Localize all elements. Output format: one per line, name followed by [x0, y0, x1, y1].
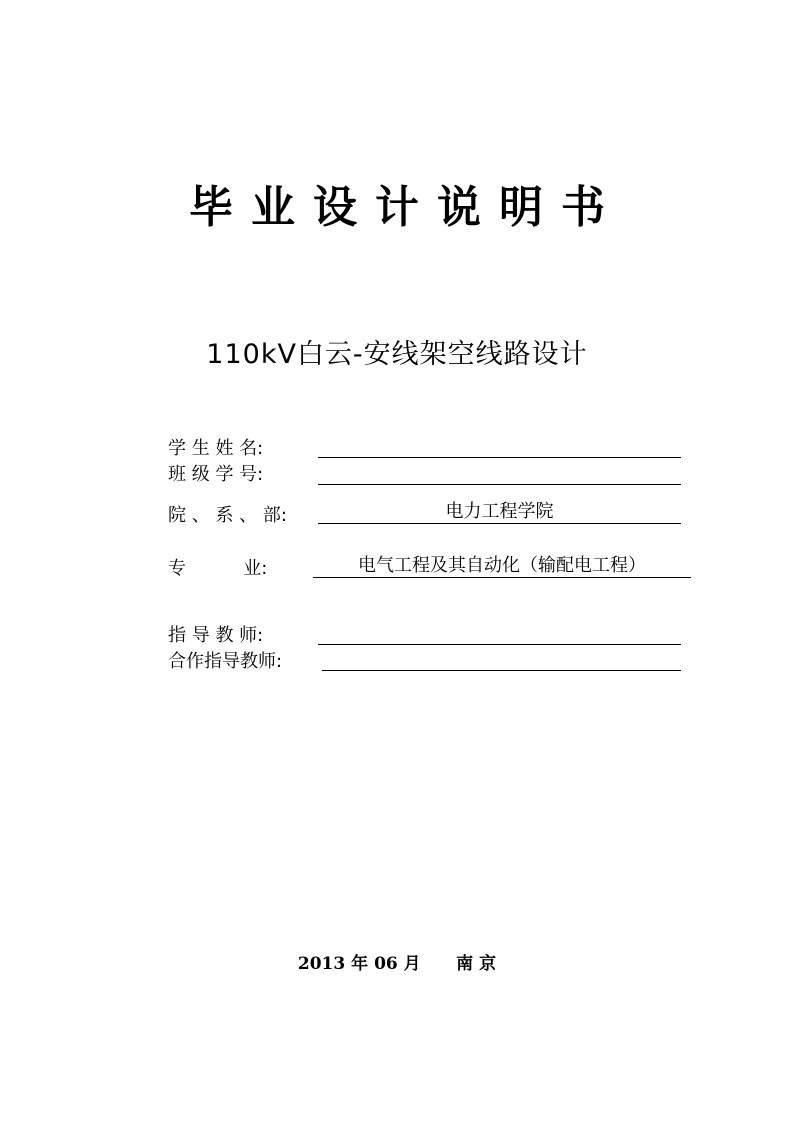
- date-place: [0, 952, 794, 976]
- date-year-unit: 年: [351, 954, 369, 974]
- department-label: 院 、 系 、 部:: [168, 505, 287, 526]
- document-type-title: 毕业设计说明书: [189, 182, 623, 233]
- class-id-line: [318, 484, 681, 485]
- major-label: 专 业:: [168, 558, 268, 579]
- date-month: 06: [374, 954, 398, 974]
- co-advisor-label: 合作指导教师:: [168, 651, 283, 672]
- advisor-label: 指 导 教 师:: [168, 625, 264, 646]
- department-value: 电力工程学院: [445, 501, 554, 522]
- thesis-title: 110kV白云-安线架空线路设计: [206, 339, 588, 370]
- co-advisor-line: [322, 670, 681, 671]
- date-month-unit: 月: [403, 954, 421, 974]
- major-value: 电气工程及其自动化（输配电工程）: [358, 555, 646, 576]
- date-year: 2013: [297, 954, 346, 974]
- city: 南 京: [456, 954, 497, 974]
- advisor-line: [318, 644, 681, 645]
- student-name-label: 学 生 姓 名:: [168, 438, 264, 459]
- class-id-label: 班 级 学 号:: [168, 464, 264, 485]
- student-name-line: [318, 457, 681, 458]
